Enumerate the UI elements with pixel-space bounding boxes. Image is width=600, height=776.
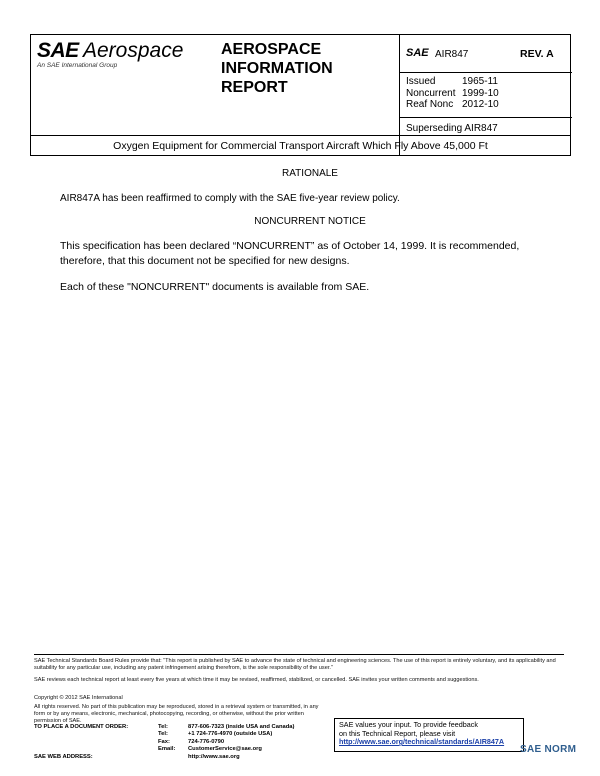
issued-value: 1965-11 bbox=[462, 76, 498, 87]
issued-label: Issued bbox=[406, 76, 436, 87]
reaffirmed-label: Reaf Nonc bbox=[406, 99, 454, 110]
feedback-line2: on this Technical Report, please visit bbox=[339, 728, 456, 738]
rights-text: All rights reserved. No part of this publication may be reproduced, stored in a retrieval system or transmitted, in any form or by any means, electronic, mechanical, photocopying, recording, or otherwise, without the prior written permission of SAE. bbox=[34, 704, 319, 724]
email-value[interactable]: CustomerService@sae.org bbox=[188, 746, 262, 753]
availability-text: Each of these "NONCURRENT" documents is available from SAE. bbox=[60, 281, 370, 293]
watermark-text: SAE NORM bbox=[520, 744, 577, 755]
report-type-title bbox=[221, 40, 391, 97]
report-type-line1: AEROSPACE bbox=[221, 41, 322, 58]
web-label: SAE WEB ADDRESS: bbox=[34, 753, 93, 760]
rationale-text: AIR847A has been reaffirmed to comply with the SAE five-year review policy. bbox=[60, 193, 400, 204]
noncurrent-heading: NONCURRENT NOTICE bbox=[254, 216, 366, 227]
order-label: TO PLACE A DOCUMENT ORDER: bbox=[34, 724, 129, 730]
board-rules-text: SAE Technical Standards Board Rules provide that: “This report is published by SAE to advance the state of technical and engineering sciences. The use of this report is entirely voluntary, and its applicability and suitability for any particular use, including any patent infringement arising therefrom, is the sole responsibility of the user.” bbox=[34, 658, 556, 671]
noncurrent-notice-text: This specification has been declared “NONCURRENT” as of October 14, 1999. It is recommended, therefore, that this document not be specified for new designs. bbox=[60, 240, 520, 267]
doc-number-row bbox=[400, 35, 572, 73]
superseding-note: Superseding AIR847 bbox=[400, 117, 572, 137]
doc-number: AIR847 bbox=[435, 49, 469, 60]
logo-aerospace-text: Aerospace bbox=[83, 39, 184, 62]
order-contact-block bbox=[34, 724, 294, 761]
tel-value: 877-606-7323 (inside USA and Canada) bbox=[188, 724, 295, 730]
tel-label: Tel: bbox=[158, 724, 168, 730]
web-value[interactable]: http://www.sae.org bbox=[188, 753, 240, 760]
logo-sae-text: SAE bbox=[37, 39, 79, 62]
copyright-text: Copyright © 2012 SAE International bbox=[34, 695, 123, 701]
report-type-line3: REPORT bbox=[221, 79, 288, 96]
date-table bbox=[406, 76, 499, 111]
reaffirmed-value: 2012-10 bbox=[462, 99, 499, 110]
feedback-box bbox=[334, 718, 524, 752]
noncurrent-label: Noncurrent bbox=[406, 87, 456, 99]
review-policy-text: SAE reviews each technical report at least every five years at which time it may be revised, reaffirmed, stabilized, or cancelled. SAE invites your written comments and suggestions. bbox=[34, 677, 479, 683]
sae-aerospace-logo bbox=[31, 35, 215, 137]
footer-divider bbox=[34, 654, 564, 655]
document-title: Oxygen Equipment for Commercial Transport Aircraft Which Fly Above 45,000 Ft bbox=[31, 135, 570, 155]
fax-label: Fax: bbox=[158, 738, 170, 745]
revision-label: REV. A bbox=[520, 48, 554, 60]
noncurrent-value: 1999-10 bbox=[462, 87, 499, 99]
tel2-label: Tel: bbox=[158, 731, 168, 738]
tel2-value: +1 724-776-4970 (outside USA) bbox=[188, 731, 273, 738]
fax-value: 724-776-0790 bbox=[188, 738, 225, 745]
rationale-heading: RATIONALE bbox=[282, 168, 338, 179]
feedback-link[interactable]: http://www.sae.org/technical/standards/AIR847A bbox=[339, 737, 505, 746]
logo-subtitle: An SAE International Group bbox=[37, 62, 118, 69]
email-label: Email: bbox=[158, 746, 176, 753]
sae-small-logo: SAE bbox=[406, 47, 429, 59]
document-header bbox=[30, 34, 571, 156]
report-type-line2: INFORMATION bbox=[221, 60, 333, 77]
feedback-line1: SAE values your input. To provide feedback bbox=[339, 720, 478, 729]
